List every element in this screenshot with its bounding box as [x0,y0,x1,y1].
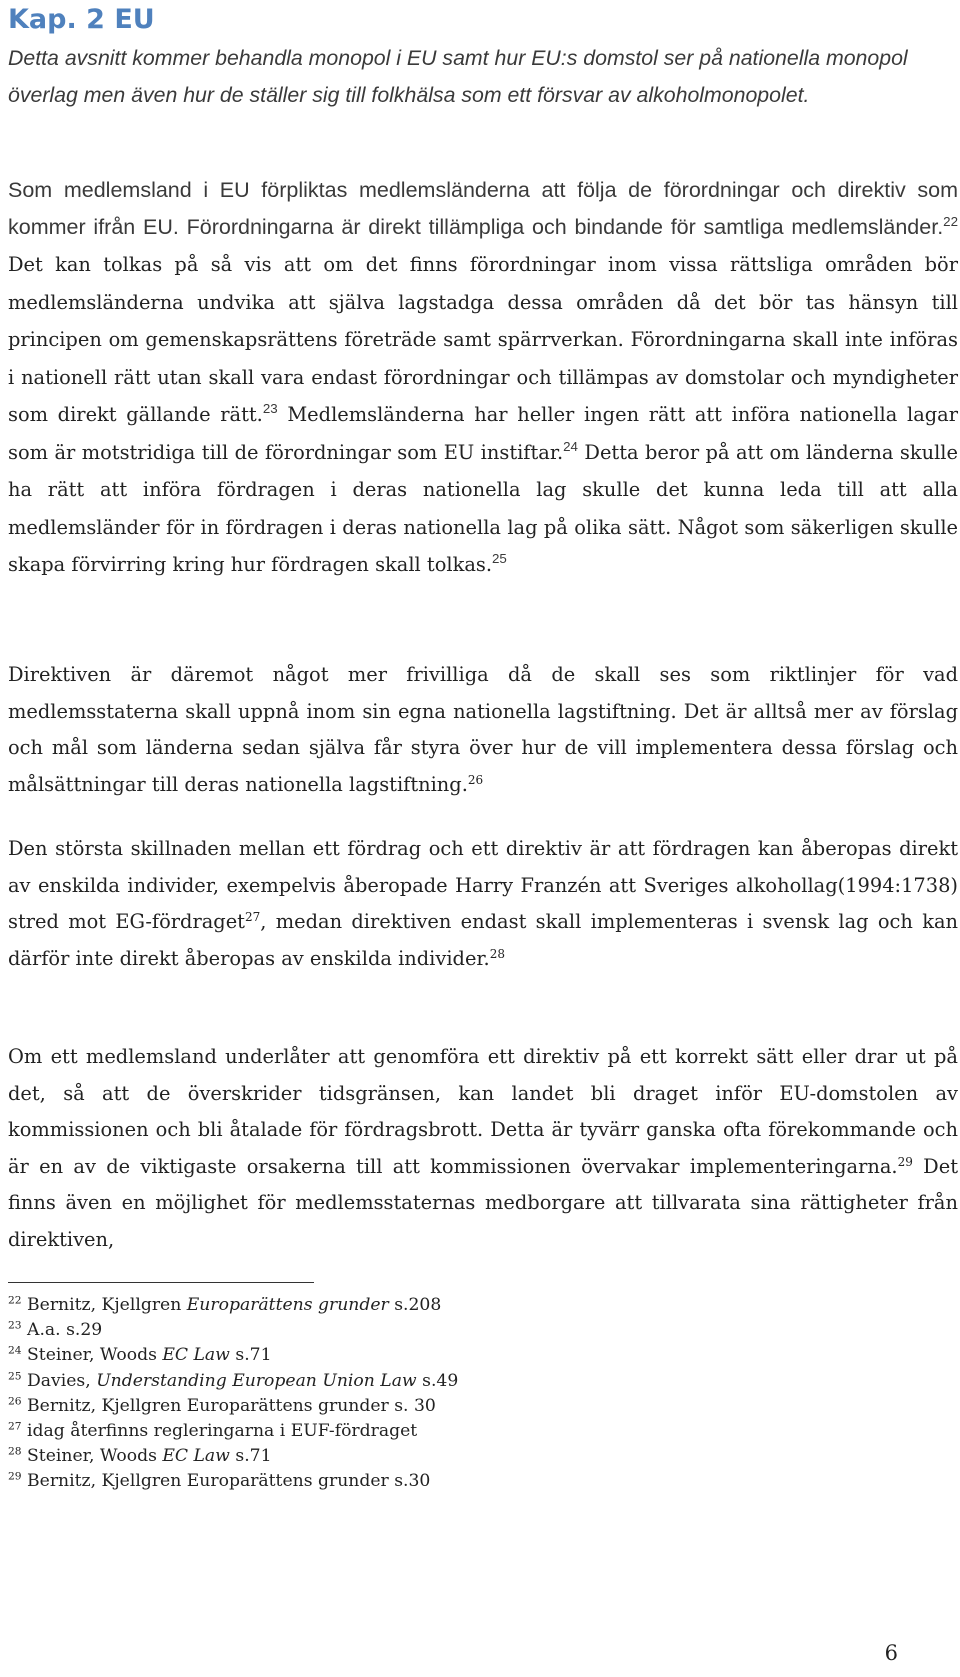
footnote-number: 22 [8,1293,22,1307]
footnote [8,1469,908,1494]
footnote-ref[interactable]: 25 [492,551,507,567]
footnote-ref[interactable]: 23 [262,401,278,417]
footnote-text: s.208 [388,1295,442,1315]
paragraph-text: Den största skillnaden mellan ett fördrag och ett direktiv är att fördragen kan åberopas direkt av enskilda individer, exempelvis åberopade Harry Franzén att Sveriges alkohollag(1994:1738) stred mot EG-fördraget [8,837,958,933]
footnote-ref[interactable]: 22 [943,213,958,229]
footnote [8,1343,908,1368]
chapter-intro: Detta avsnitt kommer behandla monopol i EU samt hur EU:s domstol ser på nationella monopol överlag men även hur de ställer sig till folkhälsa som ett försvar av alkoholmonopolet. [8,46,908,107]
paragraph-text: , medan direktiven endast skall implementeras i svensk lag och kan därför inte direkt åberopas av enskilda individer. [8,910,958,970]
footnote-number: 23 [8,1318,22,1332]
footnote-text: s.71 [229,1446,272,1467]
footnote-ref[interactable]: 24 [563,438,578,454]
footnotes [8,1293,908,1495]
footnote-number: 25 [8,1369,22,1383]
footnote-text: s.49 [416,1370,459,1391]
footnote-number: 26 [8,1394,22,1408]
footnote-text: Steiner, Woods [27,1446,163,1467]
footnote-ref[interactable]: 26 [467,772,484,787]
footnote-ref[interactable]: 27 [244,909,261,924]
paragraph-infringement [8,1039,958,1258]
footnote [8,1394,908,1419]
paragraph-text: Medlemsländerna har heller ingen rätt att införa nationella lagar som är motstridiga till de förordningar som EU instiftar. [8,403,959,464]
footnote-text: A.a. s.29 [27,1320,103,1341]
footnote-number: 29 [8,1470,22,1484]
footnote-ref[interactable]: 29 [897,1154,913,1169]
page-number: 6 [884,1641,898,1665]
footnote [8,1369,908,1394]
paragraph-text: Detta beror på att om länderna skulle ha rätt att införa fördragen i deras nationella lag skulle det kunna leda till att alla medlemsländer för in fördragen i deras nationella lag på olika sätt. Något som säkerligen skulle skapa förvirring kring hur fördragen skall tolkas. [8,440,958,576]
chapter-heading: Kap. 2 EU [8,4,155,35]
footnote-text: idag återfinns regleringarna i EUF-fördraget [27,1421,418,1442]
paragraph-regulations [8,172,958,584]
footnote-number: 28 [8,1444,22,1458]
paragraph-directives [8,657,958,803]
footnote-number: 24 [8,1344,22,1358]
paragraph-text: Direktiven är däremot något mer frivilliga då de skall ses som riktlinjer för vad medlemsstaterna skall uppnå inom sin egna nationella lagstiftning. Det är alltså mer av förslag och mål som länderna sedan själva får styra över hur de vill implementera dessa förslag och målsättningar till deras nationella lagstiftning. [8,663,958,796]
footnote [8,1293,908,1318]
paragraph-text: Om ett medlemsland underlåter att genomföra ett direktiv på ett korrekt sätt eller drar ut på det, så att de överskrider tidsgränsen, kan landet bli draget inför EU-domstolen av kommissionen och bli åtalade för fördragsbrott. Detta är tyvärr ganska ofta förekommande och är en av de viktigaste orsakerna till att kommissionen övervakar implementeringarna. [8,1045,958,1178]
footnote-text: Davies, [27,1370,97,1391]
footnote-separator [8,1282,314,1283]
paragraph-text: Som medlemsland i EU förpliktas medlemsländerna att följa de förordningar och direktiv som kommer ifrån EU. Förordningarna är direkt tillämpliga och bindande för samtliga medlemsländer. [8,178,958,239]
footnote [8,1318,908,1343]
footnote-title: EC Law [162,1345,230,1366]
footnote [8,1419,908,1444]
paragraph-text: Det finns även en möjlighet för medlemsstaternas medborgare att tillvarata sina rättigheter från direktiven, [8,1154,958,1251]
footnote-text: Steiner, Woods [27,1345,163,1366]
footnote-text: Bernitz, Kjellgren Europarättens grunder s. 30 [27,1395,436,1416]
footnote-number: 27 [8,1419,22,1433]
paragraph-differences [8,831,958,977]
footnote-title: EC Law [162,1446,230,1467]
footnote-title: Understanding European Union Law [96,1370,417,1391]
footnote-ref[interactable]: 28 [489,946,506,961]
paragraph-text: Det kan tolkas på så vis att om det finns förordningar inom vissa rättsliga områden bör medlemsländerna undvika att själva lagstadga dessa områden då det bör tas hänsyn till principen om gemenskapsrättens företräde samt spärrverkan. Förordningarna skall inte införas i nationell rätt utan skall vara endast förordningar och tillämpas av domstolar och myndigheter som direkt gällande rätt. [8,253,958,426]
footnote-text: s.71 [229,1345,272,1366]
footnote-text: Bernitz, Kjellgren Europarättens grunder s.30 [27,1471,431,1492]
footnote-title: Europarättens grunder [186,1295,389,1315]
footnote [8,1444,908,1469]
footnote-text: Bernitz, Kjellgren [27,1295,187,1315]
